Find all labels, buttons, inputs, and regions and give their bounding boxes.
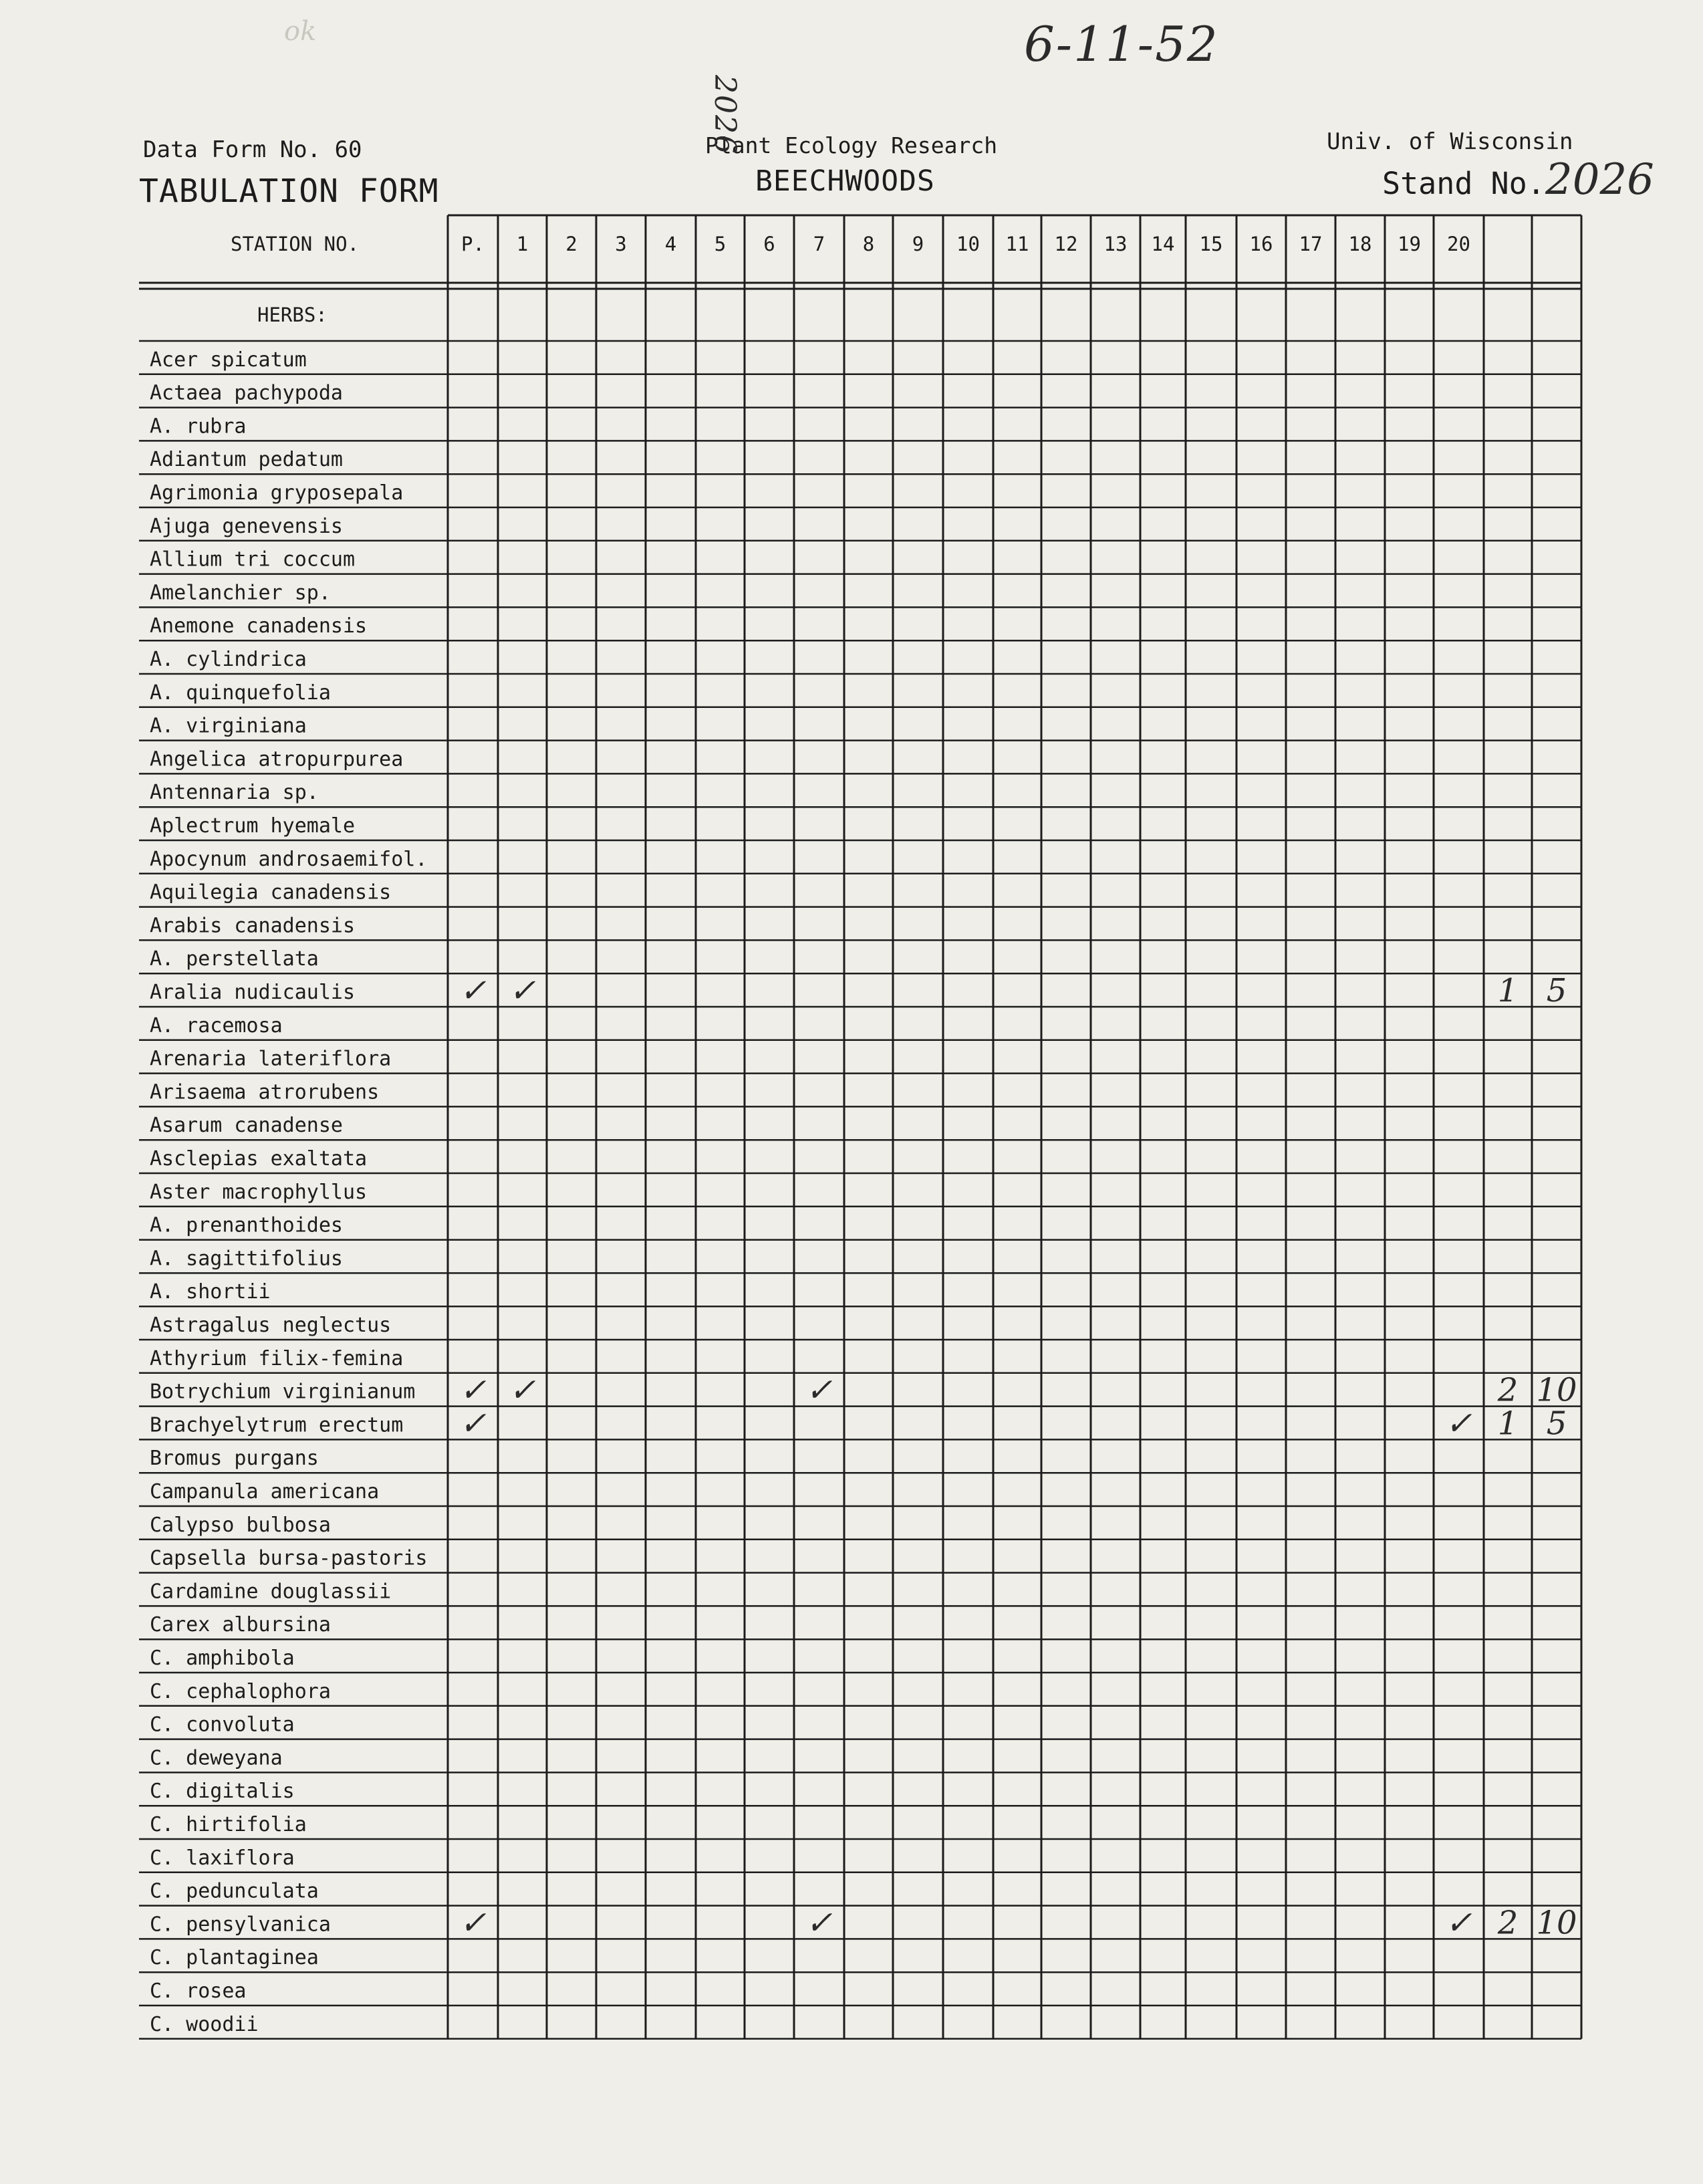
- station-column-header: 7: [813, 233, 825, 255]
- species-name: Agrimonia gryposepala: [150, 481, 404, 505]
- species-name: C. hirtifolia: [150, 1813, 307, 1836]
- handwritten-count: 2: [1497, 1904, 1519, 1942]
- vertical-handwritten-note: 2026: [708, 75, 742, 155]
- species-name: Aquilegia canadensis: [150, 880, 392, 904]
- checkmark-icon: ✓: [459, 972, 487, 1009]
- species-name: Arenaria lateriflora: [150, 1047, 392, 1071]
- species-name: C. woodii: [150, 2012, 259, 2036]
- checkmark-icon: ✓: [805, 1371, 833, 1409]
- handwritten-marks: [459, 972, 1577, 1941]
- species-name: C. pedunculata: [150, 1879, 319, 1903]
- species-name: Arisaema atrorubens: [150, 1080, 380, 1104]
- station-column-header: 17: [1299, 233, 1323, 255]
- university-name: Univ. of Wisconsin: [1327, 128, 1573, 155]
- species-name: Bromus purgans: [150, 1447, 319, 1471]
- faint-pencil-note: ok: [284, 16, 317, 47]
- checkmark-icon: ✓: [509, 1371, 536, 1409]
- species-name: Actaea pachypoda: [150, 381, 343, 405]
- species-name: A. rubra: [150, 414, 247, 439]
- station-column-header: 9: [912, 233, 924, 255]
- species-name: Aralia nudicaulis: [150, 981, 356, 1004]
- station-column-header: 1: [516, 233, 529, 255]
- species-name: Calypso bulbosa: [150, 1513, 331, 1537]
- species-list: [150, 348, 427, 2036]
- handwritten-count: 5: [1546, 1405, 1567, 1443]
- station-column-header: 11: [1005, 233, 1029, 255]
- species-name: C. deweyana: [150, 1746, 283, 1770]
- checkmark-icon: ✓: [1445, 1405, 1472, 1443]
- station-column-header: 3: [615, 233, 627, 255]
- species-name: Cardamine douglassii: [150, 1580, 392, 1604]
- form-title: TABULATION FORM: [139, 172, 439, 210]
- handwritten-count: 10: [1536, 1904, 1577, 1942]
- species-name: Adiantum pedatum: [150, 448, 343, 472]
- station-column-header: 20: [1447, 233, 1470, 255]
- checkmark-icon: ✓: [509, 972, 536, 1009]
- checkmark-icon: ✓: [805, 1904, 833, 1942]
- species-name: Carex albursina: [150, 1613, 331, 1637]
- species-name: Arabis canadensis: [150, 914, 356, 938]
- species-name: A. shortii: [150, 1280, 271, 1304]
- station-column-header: 2: [565, 233, 577, 255]
- species-name: C. amphibola: [150, 1647, 295, 1670]
- species-name: A. racemosa: [150, 1013, 283, 1038]
- handwritten-count: 5: [1546, 972, 1567, 1009]
- species-name: Aster macrophyllus: [150, 1180, 368, 1204]
- organization-name: Plant Ecology Research: [705, 132, 998, 158]
- species-name: Acer spicatum: [150, 348, 307, 372]
- species-name: A. quinquefolia: [150, 681, 331, 705]
- stand-number-label: Stand No.: [1382, 166, 1545, 201]
- species-name: C. cephalophora: [150, 1679, 331, 1703]
- station-column-header: 15: [1199, 233, 1223, 255]
- species-name: Astragalus neglectus: [150, 1314, 392, 1337]
- species-name: A. virginiana: [150, 714, 307, 738]
- species-name: C. convoluta: [150, 1713, 295, 1737]
- species-name: Brachyelytrum erectum: [150, 1413, 404, 1437]
- handwritten-count: 1: [1497, 1405, 1519, 1443]
- handwritten-date: 6-11-52: [1024, 16, 1219, 72]
- handwritten-count: 2: [1497, 1371, 1519, 1409]
- checkmark-icon: ✓: [459, 1371, 487, 1409]
- station-column-header: 14: [1151, 233, 1175, 255]
- species-name: C. rosea: [150, 1979, 247, 2003]
- species-name: A. sagittifolius: [150, 1247, 343, 1271]
- species-name: C. digitalis: [150, 1780, 295, 1804]
- species-name: Angelica atropurpurea: [150, 747, 404, 771]
- species-name: Ajuga genevensis: [150, 514, 343, 538]
- station-column-header: 5: [714, 233, 727, 255]
- station-column-header: 10: [956, 233, 980, 255]
- species-name: Campanula americana: [150, 1480, 380, 1503]
- checkmark-icon: ✓: [459, 1904, 487, 1942]
- species-name: Asclepias exaltata: [150, 1147, 368, 1171]
- handwritten-count: 1: [1497, 972, 1519, 1009]
- species-name: Allium tri coccum: [150, 548, 356, 572]
- species-name: C. laxiflora: [150, 1846, 295, 1870]
- station-column-header: 18: [1348, 233, 1372, 255]
- form-number: Data Form No. 60: [143, 136, 362, 163]
- station-column-header: 12: [1054, 233, 1078, 255]
- station-column-header: 4: [664, 233, 677, 255]
- species-name: A. perstellata: [150, 947, 319, 971]
- station-column-header: 6: [763, 233, 775, 255]
- species-name: Apocynum androsaemifol.: [150, 847, 428, 871]
- herbs-section-label: HERBS:: [257, 304, 328, 326]
- station-column-header: P.: [461, 233, 485, 255]
- species-name: Asarum canadense: [150, 1114, 343, 1138]
- station-column-header: 16: [1249, 233, 1273, 255]
- station-column-header: 13: [1103, 233, 1128, 255]
- checkmark-icon: ✓: [1445, 1904, 1472, 1942]
- species-name: A. cylindrica: [150, 648, 307, 671]
- species-name: A. prenanthoides: [150, 1213, 343, 1237]
- species-name: Antennaria sp.: [150, 781, 319, 805]
- station-number-label: STATION NO.: [231, 233, 360, 255]
- species-name: Aplectrum hyemale: [150, 814, 356, 838]
- species-name: Botrychium virginianum: [150, 1380, 416, 1404]
- species-name: Athyrium filix-femina: [150, 1346, 404, 1370]
- handwritten-count: 10: [1536, 1371, 1577, 1409]
- species-name: Anemone canadensis: [150, 614, 368, 638]
- station-column-header: 8: [862, 233, 875, 255]
- species-name: C. plantaginea: [150, 1946, 319, 1970]
- species-name: Capsella bursa-pastoris: [150, 1546, 428, 1570]
- species-name: C. pensylvanica: [150, 1913, 331, 1937]
- species-name: Amelanchier sp.: [150, 581, 331, 605]
- station-column-headers: [461, 233, 1470, 255]
- form-subtitle: BEECHWOODS: [755, 164, 935, 198]
- station-column-header: 19: [1398, 233, 1421, 255]
- checkmark-icon: ✓: [459, 1405, 487, 1443]
- stand-number-value: 2026: [1545, 155, 1654, 205]
